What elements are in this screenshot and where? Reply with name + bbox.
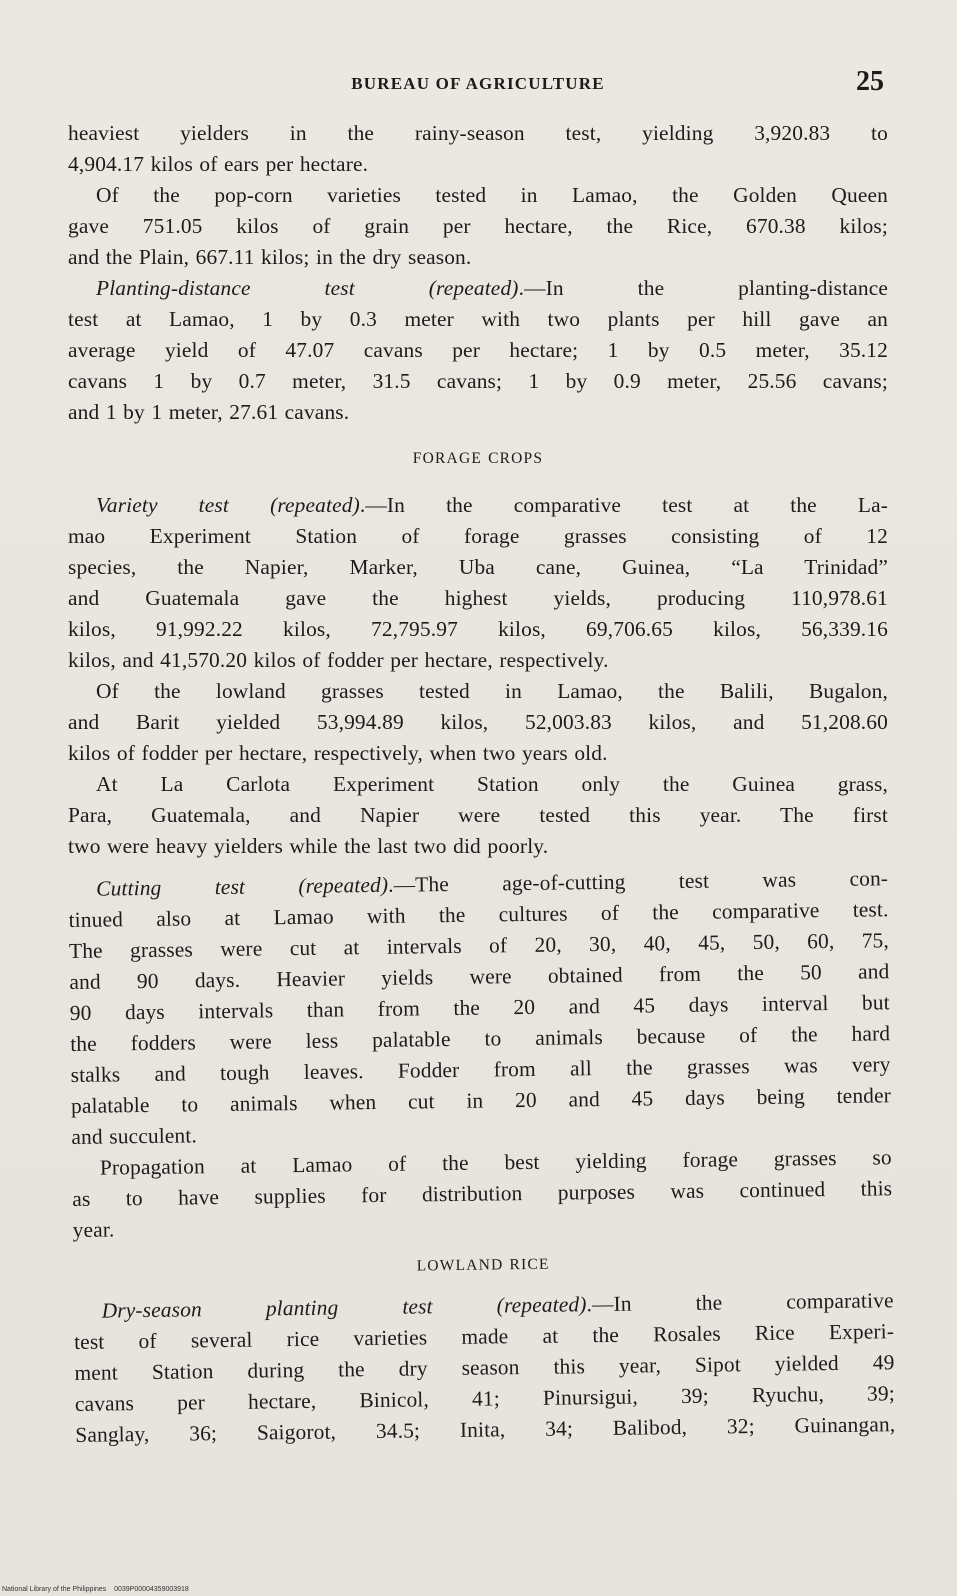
run-in-heading: Variety test [96,493,229,517]
text-line: species, the Napier, Marker, Uba cane, Guinea, “La Trinidad” [68,555,888,579]
text-run: .—The age-of-cutting test was con- [388,866,889,897]
text-line: and Guatemala gave the highest yields, producing 110,978.61 [68,586,888,610]
text-line: the fodders were less palatable to animals because of the hard [70,1021,891,1056]
text-line: cavans per hectare, Binicol, 41; Pinursigui, 39; Ryuchu, 39; [74,1381,896,1416]
page-number: 25 [856,66,884,97]
body-text-lower [68,863,895,1451]
text-line: test at Lamao, 1 by 0.3 meter with two plants per hill gave an [68,307,888,331]
text-line: Of the pop-corn varieties tested in Lamao, the Golden Queen [96,183,888,207]
repeated-note: (repeated) [270,493,360,517]
text-line: tinued also at Lamao with the cultures of the comparative test. [68,897,889,932]
text-line: Sanglay, 36; Saigorot, 34.5; Inita, 34; Balibod, 32; Guinangan, [75,1412,896,1447]
section-heading-lowland-rice: LOWLAND RICE [416,1255,550,1275]
text-line: palatable to animals when cut in 20 and 45 days being tender [70,1083,892,1118]
text-run: .—In the planting-distance [518,276,889,300]
body-text-upper [68,118,888,862]
paragraph-lead-line [68,490,888,521]
text-line: and 90 days. Heavier yields were obtained from the 50 and [69,959,890,994]
library-credit: National Library of the Philippines [2,1586,107,1593]
text-line: kilos of fodder per hectare, respectively, when two years old. [68,741,608,765]
text-line: Propagation at Lamao of the best yielding forage grasses so [99,1145,892,1180]
text-line: Para, Guatemala, and Napier were tested this year. The first [68,803,888,827]
text-line: heaviest yielders in the rainy-season test, yielding 3,920.83 to [68,121,888,145]
text-line: At La Carlota Experiment Station only the Guinea grass, [96,772,888,796]
text-line: and succulent. [71,1123,198,1149]
repeated-note: (repeated) [428,276,519,300]
text-line: 90 days intervals than from the 20 and 45 days interval but [69,990,890,1025]
scan-code: 0039P00004359003918 [114,1586,189,1593]
text-line: mao Experiment Station of forage grasses consisting of 12 [68,524,888,548]
text-line: two were heavy yielders while the last two did poorly. [68,834,549,858]
text-line: as to have supplies for distribution purposes was continued this [72,1176,893,1211]
text-run: .—In the comparative [586,1288,894,1317]
text-line: average yield of 47.07 cavans per hectare; 1 by 0.5 meter, 35.12 [68,338,888,362]
text-line: kilos, 91,992.22 kilos, 72,795.97 kilos, 69,706.65 kilos, 56,339.16 [68,617,888,641]
repeated-note: (repeated) [496,1292,587,1318]
text-line: Of the lowland grasses tested in Lamao, the Balili, Bugalon, [96,679,888,703]
text-line: test of several rice varieties made at the Rosales Rice Experi- [73,1319,895,1354]
text-line: year. [72,1217,115,1242]
text-line: gave 751.05 kilos of grain per hectare, the Rice, 670.38 kilos; [68,214,888,238]
run-in-heading: Cutting test [96,874,246,901]
text-line: kilos, and 41,570.20 kilos of fodder per hectare, respectively. [68,648,609,672]
text-line: ment Station during the dry season this year, Sipot yielded 49 [74,1350,895,1385]
text-line: 4,904.17 kilos of ears per hectare. [68,152,369,176]
text-line: The grasses were cut at intervals of 20, 30, 40, 45, 50, 60, 75, [68,928,890,963]
text-line: stalks and tough leaves. Fodder from all the grasses was very [70,1052,891,1087]
text-line: and the Plain, 667.11 kilos; in the dry season. [68,245,472,269]
page-header [68,66,888,110]
section-heading-forage-crops: FORAGE CROPS [412,450,544,467]
run-in-heading: Dry-season planting test [101,1294,433,1323]
text-line: and Barit yielded 53,994.89 kilos, 52,003.83 kilos, and 51,208.60 [68,710,888,734]
run-in-heading: Planting-distance test [96,276,355,300]
text-run: .—In the comparative test at the La- [359,493,889,517]
text-line: and 1 by 1 meter, 27.61 cavans. [68,400,350,424]
repeated-note: (repeated) [298,872,389,898]
text-line: cavans 1 by 0.7 meter, 31.5 cavans; 1 by 0.9 meter, 25.56 cavans; [68,369,888,393]
paragraph-lead-line [68,273,888,304]
scan-footer [2,1586,189,1593]
running-head: BUREAU OF AGRICULTURE [351,74,605,93]
